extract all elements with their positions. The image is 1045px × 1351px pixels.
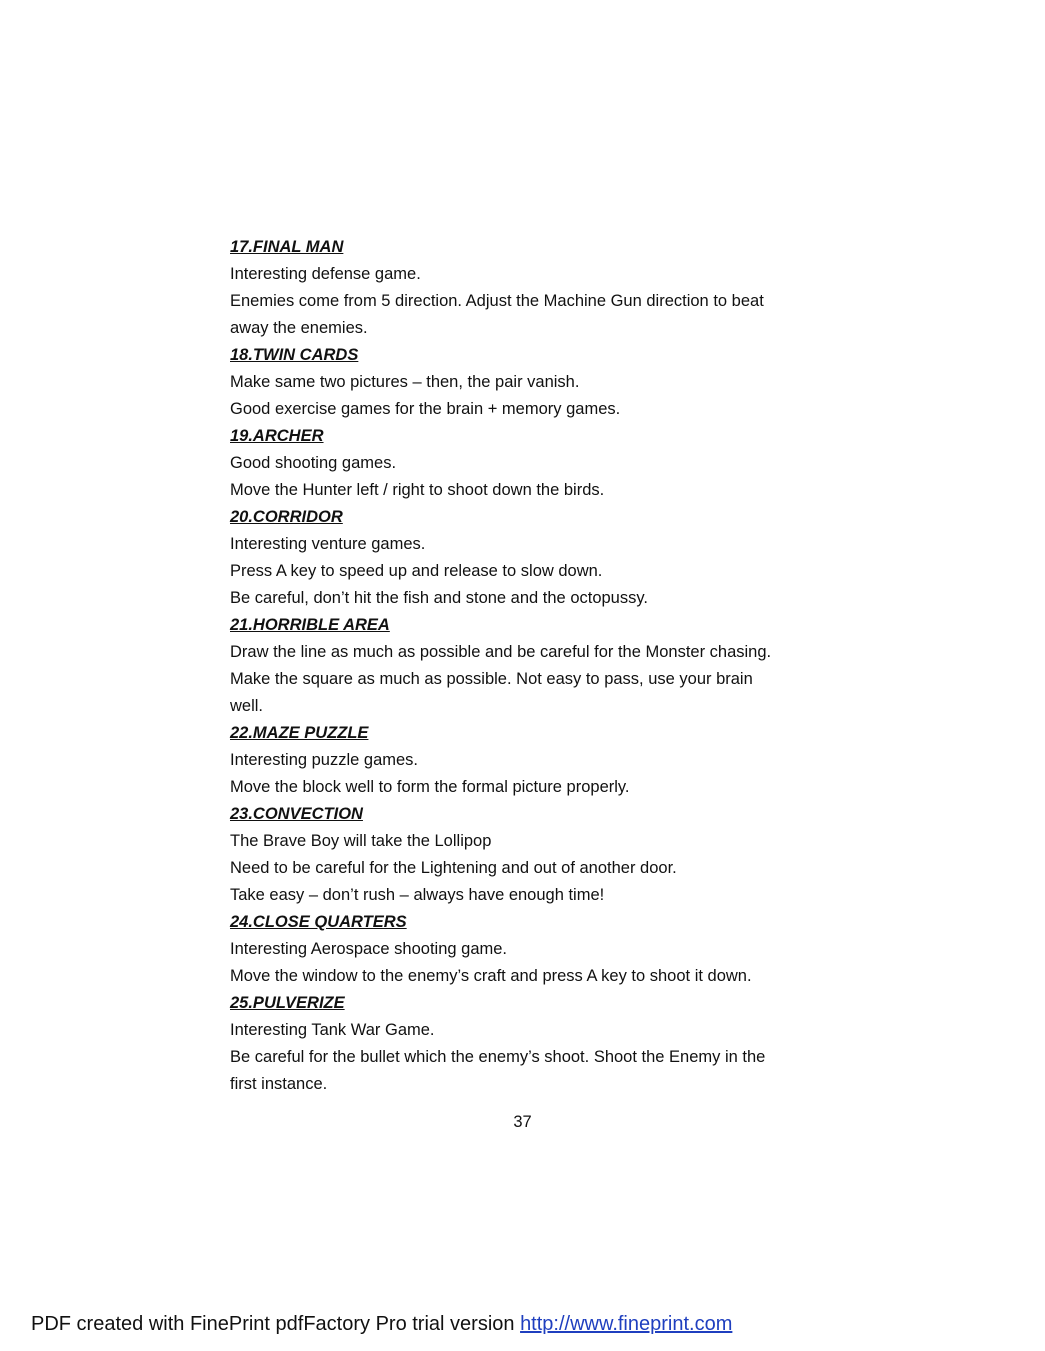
- footer-text: PDF created with FinePrint pdfFactory Pro trial version: [31, 1313, 521, 1335]
- game-description-line: Be careful, don’t hit the fish and stone and the octopussy.: [230, 589, 648, 607]
- game-title: 20.CORRIDOR: [230, 508, 343, 526]
- game-description-line: Interesting Tank War Game.: [230, 1021, 435, 1039]
- game-section: [230, 720, 830, 801]
- game-description-line: Move the window to the enemy’s craft and press A key to shoot it down.: [230, 967, 752, 985]
- page-number: 37: [513, 1113, 532, 1131]
- game-description-line: Make the square as much as possible. Not easy to pass, use your brain: [230, 670, 753, 688]
- game-section: [230, 342, 830, 423]
- game-title: 24.CLOSE QUARTERS: [230, 913, 407, 931]
- game-section: [230, 504, 830, 612]
- game-description-line: away the enemies.: [230, 319, 368, 337]
- game-description-line: Interesting puzzle games.: [230, 751, 419, 769]
- game-title: 21.HORRIBLE AREA: [230, 616, 390, 634]
- game-section: [230, 990, 830, 1098]
- game-section: [230, 909, 830, 990]
- game-section: [230, 801, 830, 909]
- game-description-line: Make same two pictures – then, the pair vanish.: [230, 373, 580, 391]
- pdf-footer: [31, 1311, 732, 1337]
- game-title: 17.FINAL MAN: [230, 238, 344, 256]
- game-description-line: first instance.: [230, 1075, 328, 1093]
- game-description-line: Good exercise games for the brain + memory games.: [230, 400, 621, 418]
- game-description-line: Take easy – don’t rush – always have enough time!: [230, 886, 605, 904]
- game-section: [230, 423, 830, 504]
- game-section: [230, 612, 830, 720]
- game-description-line: Interesting defense game.: [230, 265, 421, 283]
- game-description-line: The Brave Boy will take the Lollipop: [230, 832, 492, 850]
- footer-link[interactable]: http://www.fineprint.com: [520, 1313, 733, 1335]
- game-description-line: Need to be careful for the Lightening and out of another door.: [230, 859, 677, 877]
- game-section: [230, 234, 830, 342]
- game-description-line: Draw the line as much as possible and be careful for the Monster chasing.: [230, 643, 772, 661]
- game-title: 18.TWIN CARDS: [230, 346, 359, 364]
- game-description-line: Move the Hunter left / right to shoot down the birds.: [230, 481, 605, 499]
- game-title: 22.MAZE PUZZLE: [230, 724, 369, 742]
- document-body: [230, 234, 830, 1098]
- game-description-line: Good shooting games.: [230, 454, 397, 472]
- game-description-line: Interesting venture games.: [230, 535, 426, 553]
- game-title: 19.ARCHER: [230, 427, 324, 445]
- game-description-line: Be careful for the bullet which the enemy’s shoot. Shoot the Enemy in the: [230, 1048, 766, 1066]
- game-description-line: Press A key to speed up and release to slow down.: [230, 562, 603, 580]
- game-description-line: Enemies come from 5 direction. Adjust the Machine Gun direction to beat: [230, 292, 764, 310]
- game-description-line: Move the block well to form the formal picture properly.: [230, 778, 630, 796]
- game-title: 23.CONVECTION: [230, 805, 363, 823]
- game-title: 25.PULVERIZE: [230, 994, 345, 1012]
- game-description-line: well.: [230, 697, 264, 715]
- game-description-line: Interesting Aerospace shooting game.: [230, 940, 508, 958]
